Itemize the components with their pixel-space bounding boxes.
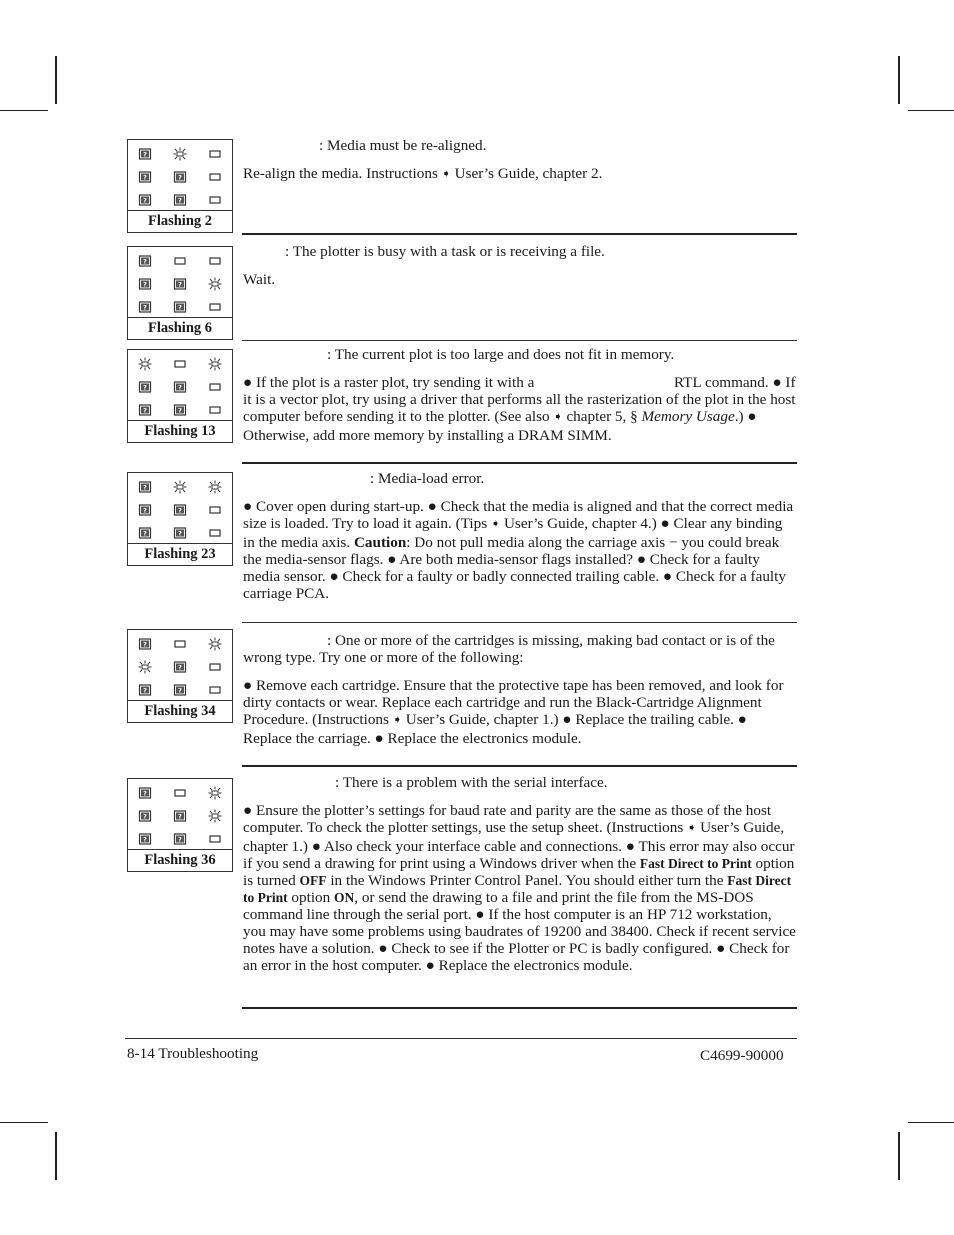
led-panel [127, 778, 233, 872]
error-action: ● If the plot is a raster plot, try sending it with a RTL command. ● If it is a vector plot, try using a driver that performs all the rasterization of the plot in the host computer before sending it to the plotter. (See also ➧ chapter 5, § Memory Usage.) ● Otherwise, add more memory by installing a DRAM SIMM. [243, 374, 796, 444]
svg-text:?: ? [143, 835, 147, 844]
off-led-icon [173, 357, 187, 371]
led-panel [127, 246, 233, 340]
off-led-icon [208, 380, 222, 394]
question-led-icon [138, 786, 152, 800]
question-led-icon [173, 403, 187, 417]
error-entry [243, 346, 796, 444]
svg-text:?: ? [178, 529, 182, 538]
crop-mark [55, 1132, 57, 1180]
divider [242, 462, 797, 464]
svg-text:?: ? [178, 406, 182, 415]
svg-text:?: ? [178, 812, 182, 821]
error-action: Re-align the media. Instructions ➧ User’s Guide, chapter 2. [243, 165, 603, 182]
flashing-led-icon [208, 809, 222, 823]
svg-text:?: ? [143, 483, 147, 492]
error-entry [243, 137, 796, 184]
led-grid [128, 350, 232, 420]
panel-label: Flashing 36 [128, 849, 232, 871]
question-led-icon [138, 403, 152, 417]
svg-text:?: ? [178, 280, 182, 289]
led-panel [127, 139, 233, 233]
divider [242, 340, 797, 341]
flashing-led-icon [173, 480, 187, 494]
question-led-icon [138, 277, 152, 291]
off-led-icon [208, 660, 222, 674]
panel-label: Flashing 23 [128, 543, 232, 565]
flashing-led-icon [138, 357, 152, 371]
svg-text:?: ? [143, 303, 147, 312]
led-grid [128, 473, 232, 543]
off-led-icon [173, 637, 187, 651]
flashing-led-icon [208, 480, 222, 494]
svg-text:?: ? [143, 196, 147, 205]
panel-label: Flashing 6 [128, 317, 232, 339]
error-cause: : The current plot is too large and does not fit in memory. [327, 346, 675, 363]
led-grid [128, 779, 232, 849]
svg-text:?: ? [143, 789, 147, 798]
question-led-icon [138, 254, 152, 268]
off-led-icon [173, 786, 187, 800]
svg-text:?: ? [178, 506, 182, 515]
question-led-icon [138, 526, 152, 540]
svg-text:?: ? [143, 640, 147, 649]
error-action: ● Remove each cartridge. Ensure that the protective tape has been removed, and look for dirty contacts or wear. Replace each cartridge and run the Black-Cartridge Alignment Procedure. (Instructions ➧ User’s Guide, chapter 1.) ● Replace the trailing cable. ● Replace the carriage. ● Replace the electronics module. [243, 677, 784, 747]
crop-mark [55, 56, 57, 104]
svg-text:?: ? [143, 173, 147, 182]
error-entry [243, 632, 796, 747]
svg-text:?: ? [178, 303, 182, 312]
question-led-icon [173, 503, 187, 517]
question-led-icon [173, 683, 187, 697]
question-led-icon [173, 809, 187, 823]
svg-text:?: ? [178, 686, 182, 695]
question-led-icon [173, 526, 187, 540]
question-led-icon [138, 637, 152, 651]
svg-text:?: ? [178, 663, 182, 672]
off-led-icon [208, 526, 222, 540]
off-led-icon [208, 193, 222, 207]
led-panel [127, 629, 233, 723]
flashing-led-icon [173, 147, 187, 161]
question-led-icon [173, 277, 187, 291]
svg-text:?: ? [143, 529, 147, 538]
question-led-icon [173, 660, 187, 674]
off-led-icon [208, 147, 222, 161]
svg-text:?: ? [143, 383, 147, 392]
question-led-icon [138, 503, 152, 517]
divider [242, 1007, 797, 1009]
divider [242, 765, 797, 767]
svg-text:?: ? [178, 173, 182, 182]
error-cause: : Media must be re-aligned. [319, 137, 487, 154]
question-led-icon [173, 193, 187, 207]
svg-text:?: ? [143, 150, 147, 159]
error-action: ● Ensure the plotter’s settings for baud rate and parity are the same as those of the host computer. To check the plotter settings, use the setup sheet. (Instructions ➧ User’s Guide, chapter 1.) ● Also check your interface cable and connections. ● This error may also occur if you send a drawing for print using a Windows driver when the Fast Direct to Print option is turned OFF in the Windows Printer Control Panel. You should either turn the Fast Direct to Print option ON, or send the drawing to a file and print the file from the MS-DOS command line through the serial port. ● If the host computer is an HP 712 workstation, you may have some problems using baudrates of 19200 and 38400. Check if recent service notes have a solution. ● Check to see if the Plotter or PC is badly configured. ● Check for an error in the host computer. ● Replace the electronics module. [243, 802, 796, 974]
crop-mark [908, 110, 954, 111]
error-cause: : The plotter is busy with a task or is receiving a file. [285, 243, 605, 260]
panel-label: Flashing 34 [128, 700, 232, 722]
svg-text:?: ? [143, 812, 147, 821]
off-led-icon [208, 403, 222, 417]
question-led-icon [138, 380, 152, 394]
panel-label: Flashing 2 [128, 210, 232, 232]
led-grid [128, 247, 232, 317]
svg-text:?: ? [143, 686, 147, 695]
crop-mark [898, 56, 900, 104]
question-led-icon [138, 193, 152, 207]
off-led-icon [208, 300, 222, 314]
off-led-icon [208, 503, 222, 517]
off-led-icon [208, 254, 222, 268]
footer-part-number: C4699-90000 [700, 1047, 784, 1064]
divider [242, 622, 797, 623]
svg-text:?: ? [178, 383, 182, 392]
off-led-icon [208, 170, 222, 184]
off-led-icon [208, 683, 222, 697]
crop-mark [898, 1132, 900, 1180]
question-led-icon [138, 832, 152, 846]
flashing-led-icon [208, 637, 222, 651]
error-action: ● Cover open during start-up. ● Check that the media is aligned and that the correct media size is loaded. Try to load it again. (Tips ➧ User’s Guide, chapter 4.) ● Clear any binding in the media axis. Caution: Do not pull media along the carriage axis − you could break the media-sensor flags. ● Are both media-sensor flags installed? ● Check for a faulty media sensor. ● Check for a faulty or badly connected trailing cable. ● Check for a faulty carriage PCA. [243, 498, 794, 602]
led-panel [127, 472, 233, 566]
flashing-led-icon [208, 277, 222, 291]
error-cause: : Media-load error. [370, 470, 485, 487]
flashing-led-icon [208, 357, 222, 371]
crop-mark [908, 1122, 954, 1123]
led-grid [128, 140, 232, 210]
svg-text:?: ? [178, 835, 182, 844]
panel-label: Flashing 13 [128, 420, 232, 442]
error-entry [243, 774, 796, 974]
error-entry [243, 243, 796, 288]
svg-text:?: ? [143, 280, 147, 289]
led-panel [127, 349, 233, 443]
question-led-icon [138, 683, 152, 697]
led-grid [128, 630, 232, 700]
svg-text:?: ? [143, 406, 147, 415]
question-led-icon [138, 147, 152, 161]
crop-mark [0, 110, 48, 111]
footer-rule [125, 1038, 797, 1039]
svg-text:?: ? [143, 506, 147, 515]
error-entry [243, 470, 796, 602]
question-led-icon [138, 300, 152, 314]
off-led-icon [208, 832, 222, 846]
error-cause: : There is a problem with the serial interface. [335, 774, 608, 791]
question-led-icon [173, 380, 187, 394]
svg-text:?: ? [143, 257, 147, 266]
off-led-icon [173, 254, 187, 268]
error-action: Wait. [243, 271, 276, 288]
flashing-led-icon [138, 660, 152, 674]
svg-text:?: ? [178, 196, 182, 205]
question-led-icon [173, 832, 187, 846]
divider [242, 233, 797, 235]
error-cause: : One or more of the cartridges is missing, making bad contact or is of the wrong type. Try one or more of the following: [243, 632, 775, 666]
footer-section: 8-14 Troubleshooting [127, 1045, 259, 1062]
flashing-led-icon [208, 786, 222, 800]
question-led-icon [138, 809, 152, 823]
question-led-icon [173, 170, 187, 184]
question-led-icon [138, 170, 152, 184]
question-led-icon [173, 300, 187, 314]
crop-mark [0, 1122, 48, 1123]
question-led-icon [138, 480, 152, 494]
